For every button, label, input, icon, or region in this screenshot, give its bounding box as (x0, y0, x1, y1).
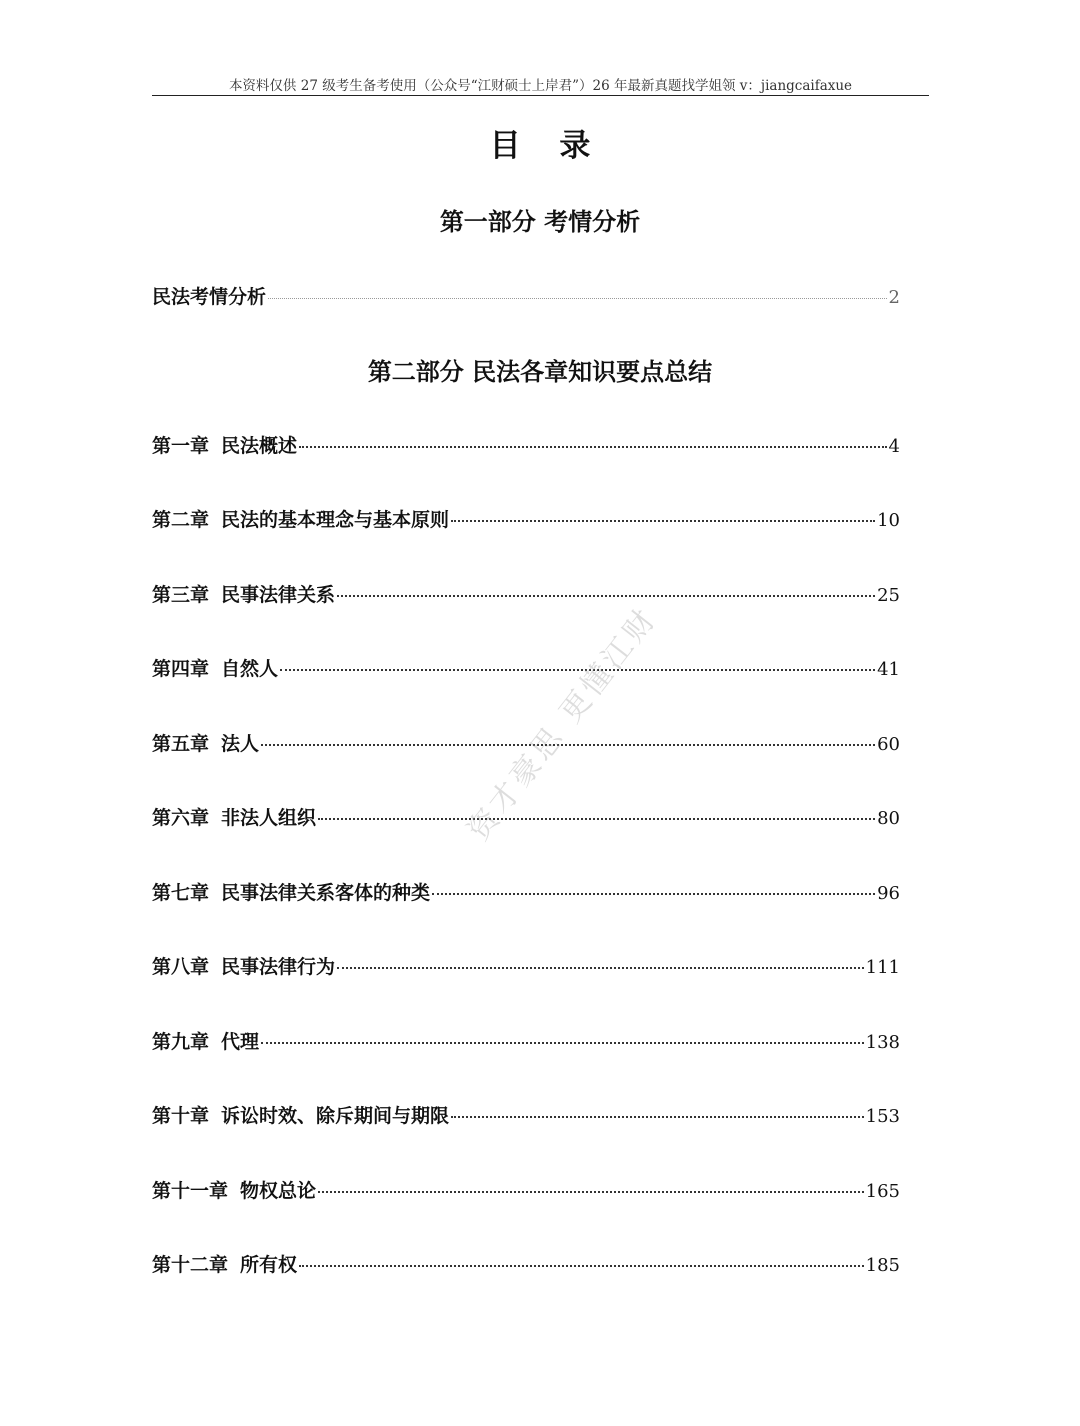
toc-entry-chapter-6[interactable] (152, 803, 900, 831)
toc-entry-chapter-11[interactable] (152, 1176, 900, 1204)
toc-entry-chapter-10[interactable] (152, 1101, 900, 1129)
toc-entry-label: 民事法律关系客体的种类 (221, 882, 431, 904)
toc-entry-label: 民法的基本理念与基本原则 (221, 509, 450, 531)
toc-page-number: 80 (877, 808, 900, 829)
toc-chapter-number: 第六章 (152, 807, 210, 829)
toc-entry-chapter-12[interactable] (152, 1250, 900, 1278)
page-header: 本资料仅供 27 级考生备考使用（公众号“江财硕士上岸君”）26 年最新真题找学姐领 v：jiangcaifaxue (228, 78, 853, 94)
dot-leader (318, 1191, 864, 1193)
part1-heading: 第一部分 考情分析 (439, 208, 641, 236)
toc-page-number: 41 (877, 659, 900, 680)
toc-entry-label: 民事法律行为 (221, 956, 336, 978)
toc-entry-label: 自然人 (221, 658, 279, 680)
toc-chapter-number: 第一章 (152, 435, 210, 457)
dot-leader (261, 1042, 864, 1044)
toc-chapter-number: 第十章 (152, 1105, 210, 1127)
toc-entry-analysis[interactable] (152, 282, 900, 310)
header-divider (152, 95, 929, 96)
toc-entry-label: 所有权 (240, 1254, 298, 1276)
toc-entry-label: 代理 (221, 1031, 260, 1053)
dot-leader (451, 1116, 864, 1118)
toc-page-number: 60 (877, 734, 900, 755)
toc-entry-label: 民事法律关系 (221, 584, 336, 606)
toc-chapter-number: 第十一章 (152, 1180, 229, 1202)
dot-leader (432, 893, 875, 895)
toc-chapter-number: 第三章 (152, 584, 210, 606)
toc-entry-chapter-2[interactable] (152, 505, 900, 533)
toc-entry-chapter-8[interactable] (152, 952, 900, 980)
toc-page-number: 185 (865, 1255, 900, 1276)
toc-chapter-number: 第十二章 (152, 1254, 229, 1276)
toc-entry-label: 民法考情分析 (152, 286, 267, 308)
dot-leader (299, 446, 887, 448)
toc-page-number: 138 (865, 1032, 900, 1053)
toc-entry-label: 非法人组织 (221, 807, 317, 829)
dot-leader (451, 520, 875, 522)
toc-chapter-number: 第九章 (152, 1031, 210, 1053)
toc-chapter-number: 第七章 (152, 882, 210, 904)
toc-chapter-number: 第五章 (152, 733, 210, 755)
toc-entry-chapter-4[interactable] (152, 654, 900, 682)
dot-leader (318, 818, 875, 820)
toc-entry-chapter-7[interactable] (152, 878, 900, 906)
part2-heading: 第二部分 民法各章知识要点总结 (367, 358, 713, 386)
toc-page-number: 4 (888, 436, 900, 457)
dot-leader (299, 1265, 864, 1267)
toc-entry-label: 法人 (221, 733, 260, 755)
toc-entry-label: 民法概述 (221, 435, 298, 457)
toc-entry-chapter-1[interactable] (152, 431, 900, 459)
toc-chapter-number: 第八章 (152, 956, 210, 978)
dot-leader (337, 967, 864, 969)
toc-entry-chapter-3[interactable] (152, 580, 900, 608)
dot-leader (337, 595, 875, 597)
toc-page-number: 25 (877, 585, 900, 606)
toc-chapter-number: 第四章 (152, 658, 210, 680)
toc-page-number: 165 (865, 1181, 900, 1202)
toc-title: 目 录 (489, 128, 605, 164)
toc-entry-label: 诉讼时效、除斥期间与期限 (221, 1105, 450, 1127)
watermark: 资才豪思 更懂江财 (461, 600, 665, 848)
toc-entry-chapter-9[interactable] (152, 1027, 900, 1055)
toc-entry-label: 物权总论 (240, 1180, 317, 1202)
toc-chapter-number: 第二章 (152, 509, 210, 531)
toc-page-number: 96 (877, 883, 900, 904)
toc-page-number: 2 (888, 287, 900, 308)
toc-page-number: 111 (865, 957, 900, 978)
dot-leader (268, 298, 887, 299)
toc-page-number: 153 (865, 1106, 900, 1127)
toc-page-number: 10 (877, 510, 900, 531)
